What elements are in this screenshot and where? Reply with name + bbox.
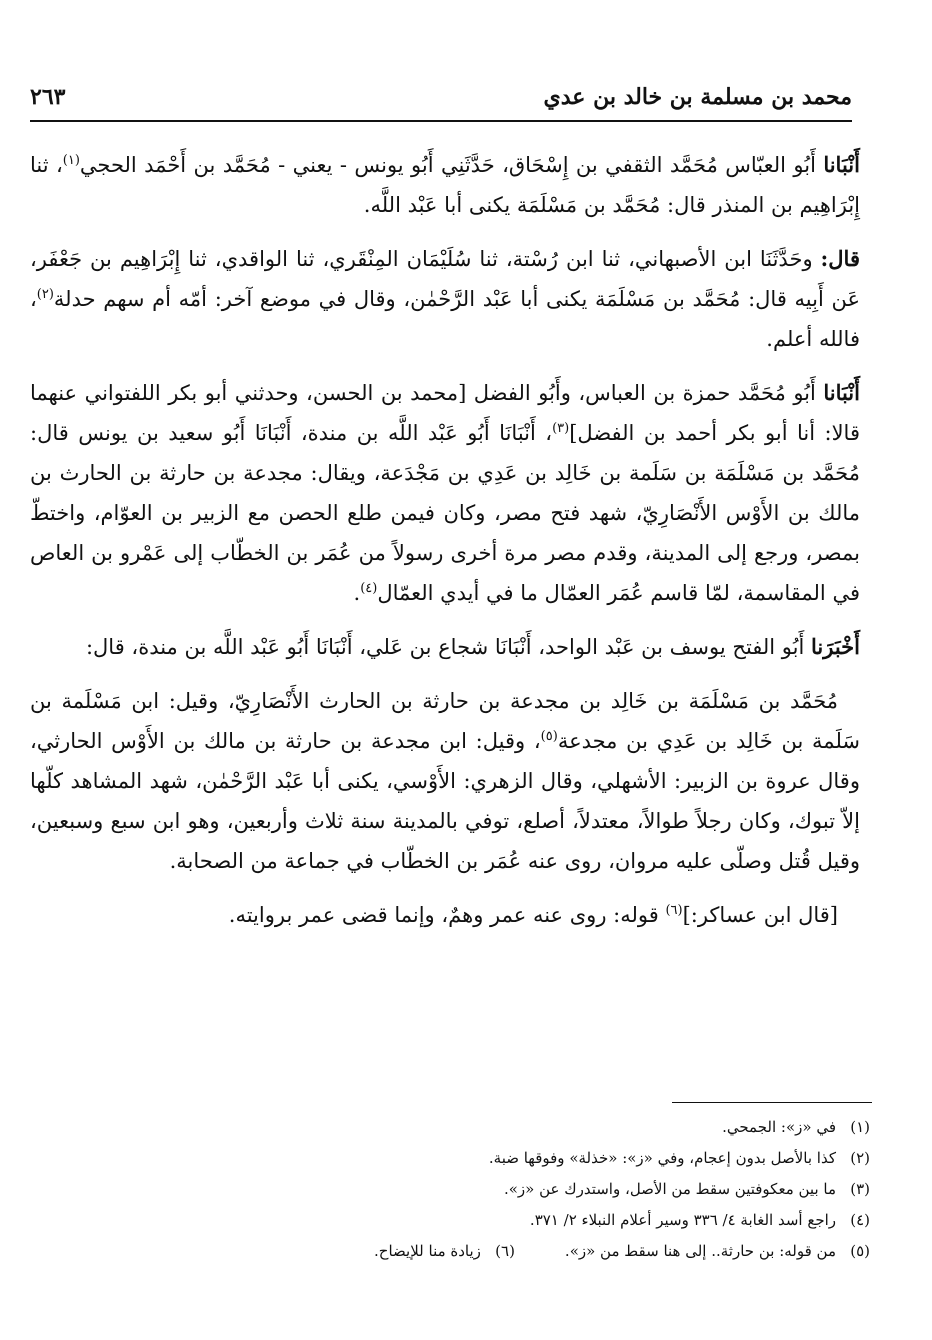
footnote-text: من قوله: بن حارثة.. إلى هنا سقط من «ز».: [564, 1242, 836, 1260]
footnote-number: (٢): [850, 1149, 870, 1167]
footnotes: [80, 1112, 870, 1267]
footnote-mark: (٢): [36, 287, 54, 302]
paragraph: [30, 239, 860, 359]
paragraph-text: ، فالله أعلم.: [30, 287, 860, 351]
footnote-mark: (٦): [665, 903, 683, 918]
footnote: [80, 1236, 870, 1267]
footnote-text: زيادة منا للإيضاح.: [374, 1242, 481, 1260]
footnote-text: راجع أسد الغابة ٤/ ٣٣٦ وسير أعلام النبلاء ٢/ ٣٧١.: [529, 1211, 836, 1229]
paragraph-text: أَبُو مُحَمَّد حمزة بن العباس، وأَبُو الفضل [محمد بن الحسن، وحدثني أبو بكر اللفتواني عنهما قالا: أنا أبو بكر أحمد بن الفضل]: [30, 381, 860, 445]
footnote-mark: (٣): [552, 421, 570, 436]
running-title: محمد بن مسلمة بن خالد بن عدي: [543, 84, 852, 110]
footnote-number: (٦): [495, 1242, 515, 1260]
footnote: [80, 1112, 870, 1143]
footnote-text: كذا بالأصل بدون إعجام، وفي «ز»: «خذلة» وفوقها ضبة.: [488, 1149, 836, 1167]
footnote: [80, 1174, 870, 1205]
footnote-mark: (٤): [360, 581, 378, 596]
footnote-text: ما بين معكوفتين سقط من الأصل، واستدرك عن «ز».: [503, 1180, 836, 1198]
footnote-mark: (٥): [540, 729, 558, 744]
page-header: [30, 80, 852, 122]
paragraph-text: أَبُو العبّاس مُحَمَّد الثقفي بن إِسْحَاق، حَدَّثَنِي أَبُو يونس - يعني - مُحَمَّد بن أَحْمَد الحجي: [79, 153, 824, 177]
paragraph-text: [قال ابن عساكر:]: [682, 903, 838, 927]
paragraph: [30, 627, 860, 667]
paragraph-text: أَبُو الفتح يوسف بن عَبْد الواحد، أَنْبَانَا شجاع بن عَلي، أَنْبَانَا أَبُو عَبْد اللَّه بن مندة، قال:: [85, 635, 812, 659]
paragraph-lead: قال:: [820, 246, 860, 271]
paragraph: [30, 895, 860, 935]
paragraph-text: ، أَنْبَانَا أَبُو عَبْد اللَّه بن مندة، أَنْبَانَا أَبُو سعيد بن يونس قال: مُحَمَّد بن مَسْلَمَة بن سَلَمة بن خَالِد بن عَدِي بن مَجْدَعة، ويقال: مجدعة بن حارثة بن الحارث بن مالك بن الأَوْس الأَنْصَارِيّ، شهد فتح مصر، وكان فيمن طلع الحصن مع الزبير بن العوّام، واختطّ بمصر، ورجع إلى المدينة، وقدم مصر مرة أخرى رسولاً من عُمَر بن الخطّاب إلى عَمْرو بن العاص في المقاسمة، لمّا قاسم عُمَر العمّال ما في أيدي العمّال: [30, 421, 860, 605]
paragraph-text: وحَدَّثَنَا ابن الأصبهاني، ثنا ابن رُسْتة، ثنا سُلَيْمَان المِنْقَري، ثنا الواقدي، ثنا إِبْرَاهِيم بن جَعْفَر، عَن أَبِيه قال: مُحَمَّد بن مَسْلَمَة يكنى أبا عَبْد الرَّحْمٰن، وقال في موضع آخر: أمّه أم سهم حدلة: [30, 247, 860, 311]
paragraph-text: .: [353, 581, 361, 605]
footnote-text: في «ز»: الجمحي.: [722, 1118, 836, 1136]
page-number: ٢٦٣: [30, 84, 66, 110]
paragraph: [30, 145, 860, 225]
paragraph-text: قوله: روى عنه عمر وهمٌ، وإنما قضى عمر بروايته.: [228, 903, 666, 927]
paragraph-text: مُحَمَّد بن مَسْلَمَة بن خَالِد بن مجدعة بن حارثة بن الحارث الأَنْصَارِيّ، وقيل: ابن مَسْلَمة بن سَلَمة بن خَالِد بن عَدِي بن مجدعة: [30, 689, 860, 753]
paragraph-text: ، ثنا إِبْرَاهِيم بن المنذر قال: مُحَمَّد بن مَسْلَمَة يكنى أبا عَبْد اللَّه.: [30, 153, 860, 217]
footnote-number: (٣): [850, 1180, 870, 1198]
footnote-number: (٤): [850, 1211, 870, 1229]
paragraph-lead: أَنْبَانا: [823, 380, 860, 405]
paragraph: [30, 373, 860, 613]
paragraph-text: ، وقيل: ابن مجدعة بن حارثة بن مالك بن الأَوْس الحارثي، وقال عروة بن الزبير: الأشهلي، وقال الزهري: الأَوْسي، يكنى أبا عَبْد الرَّحْمٰن، شهد المشاهد كلّها إلاّ تبوك، وكان رجلاً طوالاً، معتدلاً، أصلع، توفي بالمدينة سنة ثلاث وأربعين، وهو ابن سبع وسبعين، وقيل قُتل وصلّى عليه مروان، روى عنه عُمَر بن الخطّاب في جماعة من الصحابة.: [30, 729, 860, 873]
paragraph-lead: أَخْبَرَنا: [811, 634, 860, 659]
footnote-number: (٥): [850, 1242, 870, 1260]
main-text: [30, 145, 860, 949]
footnote-mark: (١): [62, 153, 80, 168]
paragraph-lead: أَنْبَانا: [823, 152, 860, 177]
footnote: [80, 1205, 870, 1236]
footnote-number: (١): [850, 1118, 870, 1136]
footnote-divider: [672, 1102, 872, 1103]
footnote: [80, 1143, 870, 1174]
paragraph: [30, 681, 860, 881]
